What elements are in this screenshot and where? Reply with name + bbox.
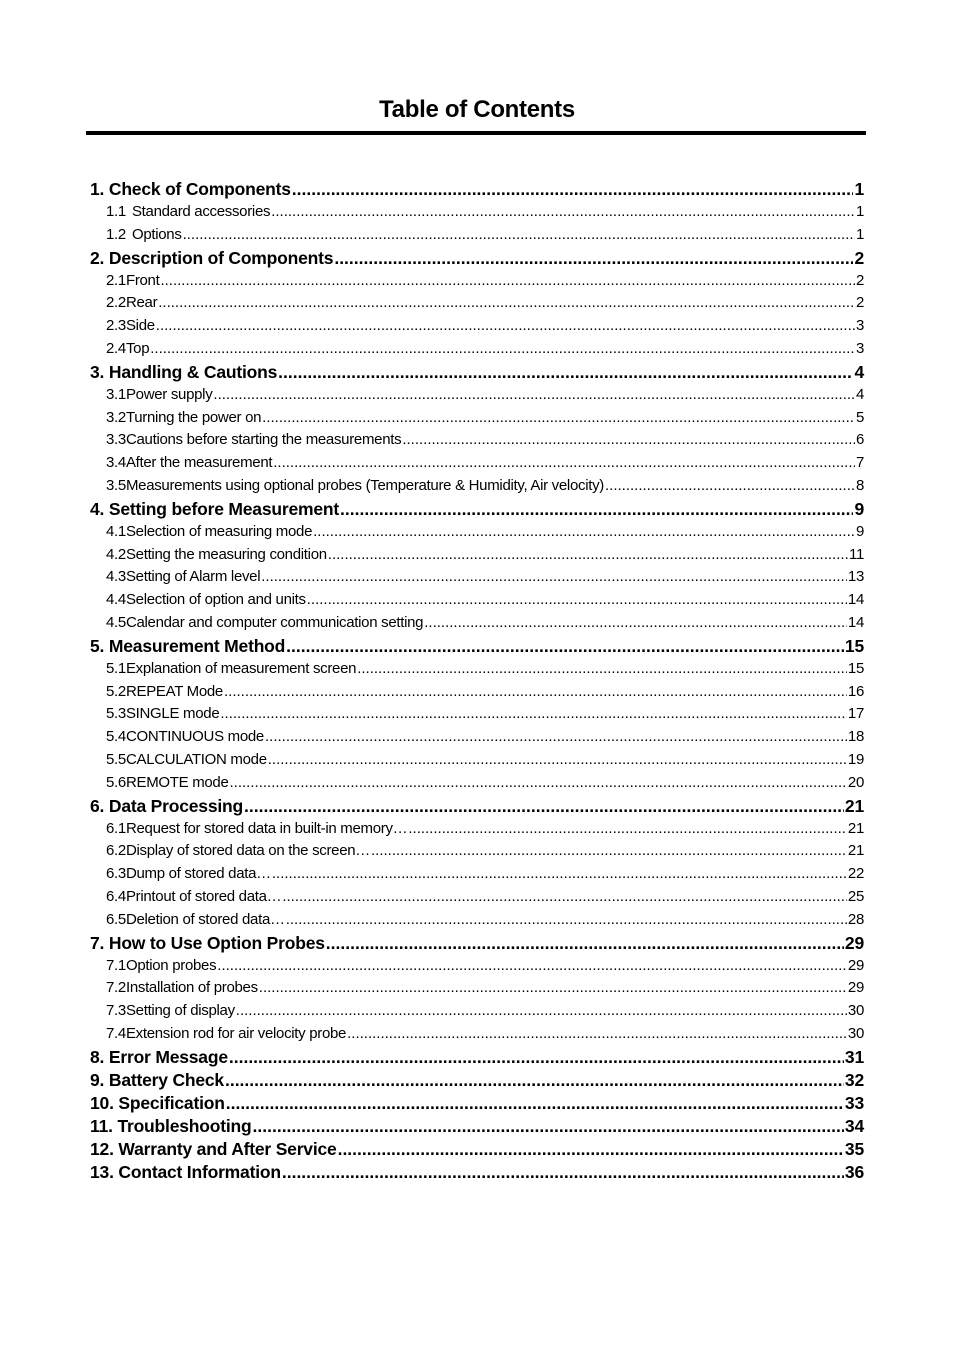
dot-leader <box>340 498 853 521</box>
toc-section-entry[interactable] <box>90 795 864 818</box>
toc-page-number: 13 <box>847 568 864 586</box>
toc-page-number: 25 <box>847 887 864 905</box>
toc-entry-title <box>90 1138 337 1161</box>
toc-subsection-entry[interactable] <box>90 429 864 452</box>
toc-entry-title <box>90 1161 281 1184</box>
toc-entry-title <box>90 932 325 955</box>
toc-entry-label: Deletion of stored data… <box>125 910 285 928</box>
toc-subsection-entry[interactable] <box>90 292 864 315</box>
toc-entry-number: 5.3 <box>106 705 126 723</box>
dot-leader <box>261 566 847 589</box>
toc-entry-number: 5.4 <box>106 728 126 746</box>
toc-entry-label: Side <box>125 317 155 335</box>
toc-entry-number: 2. <box>90 247 105 268</box>
toc-subsection-entry[interactable] <box>90 315 864 338</box>
toc-entry-number: 6.1 <box>106 819 126 837</box>
toc-entry-number: 5.1 <box>106 659 126 677</box>
toc-entry-title <box>90 1092 225 1115</box>
toc-subsection-entry[interactable] <box>90 772 864 795</box>
toc-page-number: 22 <box>847 865 864 883</box>
dot-leader <box>259 977 847 1000</box>
toc-entry-label: After the measurement <box>125 454 273 472</box>
dot-leader <box>271 201 855 224</box>
toc-entry-number: 5.6 <box>106 773 126 791</box>
toc-entry-label: REMOTE mode <box>125 773 229 791</box>
toc-page-number: 1 <box>855 203 864 220</box>
toc-section-entry[interactable] <box>90 1046 864 1069</box>
toc-entry-number: 2.4 <box>106 339 126 357</box>
dot-leader <box>226 1092 844 1115</box>
toc-entry-number: 4.5 <box>106 613 126 631</box>
toc-entry-label: Power supply <box>125 385 213 403</box>
toc-entry-number: 3.3 <box>106 431 126 449</box>
toc-entry-label: Contact Information <box>118 1161 281 1182</box>
dot-leader <box>229 1046 844 1069</box>
dot-leader <box>328 544 848 567</box>
toc-entry-label: Specification <box>118 1092 225 1113</box>
toc-subsection-entry[interactable] <box>90 1000 864 1023</box>
toc-entry-number: 1.2 <box>106 225 126 243</box>
toc-entry-label: Setting before Measurement <box>108 498 340 519</box>
toc-entry-label: Explanation of measurement screen <box>125 659 357 677</box>
dot-leader <box>150 338 855 361</box>
dot-leader <box>230 772 847 795</box>
toc-entry-number: 1. <box>90 179 105 199</box>
toc-subsection-entry[interactable] <box>90 863 864 886</box>
toc-page-number: 9 <box>855 522 864 540</box>
dot-leader <box>236 1000 847 1023</box>
dot-leader <box>253 1115 844 1138</box>
toc-entry-label: Setting of Alarm level <box>125 568 261 586</box>
dot-leader <box>224 681 847 704</box>
dot-leader <box>286 909 847 932</box>
toc-subsection-entry[interactable] <box>90 726 864 749</box>
toc-entry-number: 4. <box>90 498 105 519</box>
dot-leader <box>334 247 853 270</box>
toc-entry-number: 13. <box>90 1161 114 1182</box>
dot-leader <box>217 955 847 978</box>
toc-entry-label: Request for stored data in built-in memory… <box>125 819 408 837</box>
toc-entry-number: 5. <box>90 635 105 656</box>
toc-page-number: 17 <box>847 705 864 723</box>
toc-entry-label: Option probes <box>125 956 217 974</box>
dot-leader <box>244 795 844 818</box>
toc-entry-number: 4.2 <box>106 545 126 563</box>
toc-entry-title <box>90 1069 224 1092</box>
toc-page-number: 8 <box>855 476 864 494</box>
toc-subsection-entry[interactable] <box>90 338 864 361</box>
toc-entry-number: 1.1 <box>106 203 126 220</box>
toc-page-number: 2 <box>855 271 864 289</box>
toc-section-entry[interactable] <box>90 1138 864 1161</box>
toc-entry-label: Top <box>125 339 150 357</box>
toc-entry-title <box>90 795 243 818</box>
toc-subsection-entry[interactable] <box>90 612 864 635</box>
toc-entry-label: Selection of measuring mode <box>125 522 313 540</box>
toc-entry-number: 4.1 <box>106 522 126 540</box>
toc-page-number: 21 <box>847 842 864 860</box>
toc-entry-label: How to Use Option Probes <box>108 932 325 953</box>
toc-page-number: 36 <box>844 1161 864 1182</box>
toc-page-number: 29 <box>844 932 864 953</box>
toc-subsection-entry[interactable] <box>90 452 864 475</box>
toc-subsection-entry[interactable] <box>90 977 864 1000</box>
toc-page-number: 15 <box>844 635 864 656</box>
toc-page-number: 30 <box>847 1024 864 1042</box>
toc-entry-number: 7.4 <box>106 1024 126 1042</box>
toc-page-number: 3 <box>855 339 864 357</box>
toc-page-number: 15 <box>847 659 864 677</box>
toc-entry-title <box>90 247 333 270</box>
dot-leader <box>273 452 855 475</box>
toc-page-number: 16 <box>847 682 864 700</box>
toc-page-number: 33 <box>844 1092 864 1113</box>
dot-leader <box>307 589 847 612</box>
toc-entry-label: CONTINUOUS mode <box>125 728 264 746</box>
toc-entry-label: Rear <box>125 294 158 312</box>
toc-entry-label: Error Message <box>108 1046 228 1067</box>
toc-entry-number: 7.3 <box>106 1002 126 1020</box>
toc-page-number: 28 <box>847 910 864 928</box>
toc-page-number: 14 <box>847 613 864 631</box>
toc-entry-title <box>90 498 339 521</box>
toc-page-number: 29 <box>847 956 864 974</box>
toc-page-number: 3 <box>855 317 864 335</box>
toc-entry-number: 3.2 <box>106 408 126 426</box>
toc-entry-label: Dump of stored data… <box>125 865 271 883</box>
toc-entry-label: Printout of stored data… <box>125 887 282 905</box>
title-underline <box>86 131 866 135</box>
dot-leader <box>286 635 844 658</box>
toc-page-number: 7 <box>855 454 864 472</box>
toc-entry-label: Data Processing <box>108 795 244 816</box>
toc-page-number: 9 <box>854 498 864 519</box>
page-title: Table of Contents <box>379 96 575 123</box>
toc-page-number: 20 <box>847 773 864 791</box>
toc-entry-label: Warranty and After Service <box>118 1138 337 1159</box>
dot-leader <box>158 292 855 315</box>
dot-leader <box>160 270 854 293</box>
toc-page-number: 6 <box>855 431 864 449</box>
toc-entry-number: 8. <box>90 1046 105 1067</box>
toc-entry-label: Selection of option and units <box>125 591 306 609</box>
toc-entry-number: 2.2 <box>106 294 126 312</box>
toc-page-number: 21 <box>847 819 864 837</box>
toc-entry-label: Measurement Method <box>108 635 286 656</box>
toc-page-number: 4 <box>854 361 864 382</box>
toc-entry-number: 3.4 <box>106 454 126 472</box>
dot-leader <box>265 726 847 749</box>
dot-leader <box>220 703 847 726</box>
toc-page-number: 1 <box>855 225 864 243</box>
dot-leader <box>225 1069 844 1092</box>
toc-section-entry[interactable] <box>90 498 864 521</box>
dot-leader <box>408 818 847 841</box>
toc-subsection-entry[interactable] <box>90 840 864 863</box>
toc-entry-label: Cautions before starting the measurements <box>125 431 402 449</box>
toc-entry-label: Measurements using optional probes (Temperature & Humidity, Air velocity) <box>125 476 604 494</box>
toc-entry-number: 10. <box>90 1092 114 1113</box>
toc-entry-number: 4.4 <box>106 591 126 609</box>
toc-entry-label: Handling & Cautions <box>108 361 278 382</box>
dot-leader <box>338 1138 844 1161</box>
toc-section-entry[interactable] <box>90 1115 864 1138</box>
toc-subsection-entry[interactable] <box>90 566 864 589</box>
toc-subsection-entry[interactable] <box>90 658 864 681</box>
dot-leader <box>424 612 847 635</box>
dot-leader <box>292 178 854 201</box>
toc-subsection-entry[interactable] <box>90 886 864 909</box>
toc-page-number: 32 <box>844 1069 864 1090</box>
dot-leader <box>272 863 847 886</box>
toc-section-entry[interactable] <box>90 1092 864 1115</box>
toc-page-number: 34 <box>844 1115 864 1136</box>
toc-entry-title <box>90 361 277 384</box>
toc-entry-number: 3.1 <box>106 385 126 403</box>
toc-entry-label: Setting the measuring condition <box>125 545 327 563</box>
toc-page-number: 4 <box>855 385 864 403</box>
dot-leader <box>213 384 855 407</box>
toc-entry-label: Calendar and computer communication setting <box>125 613 424 631</box>
toc-entry-label: Options <box>131 225 182 243</box>
toc-entry-title <box>90 178 291 201</box>
toc-entry-number: 6.5 <box>106 910 126 928</box>
toc-entry-title <box>90 1046 228 1069</box>
toc-subsection-entry[interactable] <box>90 224 864 247</box>
toc-entry-number: 5.2 <box>106 682 126 700</box>
toc-page-number: 1 <box>854 179 864 199</box>
dot-leader <box>326 932 844 955</box>
dot-leader <box>347 1023 847 1046</box>
toc-entry-number: 6. <box>90 795 105 816</box>
toc-page-number: 14 <box>847 591 864 609</box>
toc-page-number: 35 <box>844 1138 864 1159</box>
toc-entry-number: 5.5 <box>106 750 126 768</box>
toc-page-number: 29 <box>847 979 864 997</box>
toc-entry-number: 11. <box>90 1115 113 1136</box>
toc-entry-number: 4.3 <box>106 568 126 586</box>
toc-page-number: 5 <box>855 408 864 426</box>
dot-leader <box>278 361 853 384</box>
toc-entry-title <box>90 635 285 658</box>
toc-subsection-entry[interactable] <box>90 384 864 407</box>
dot-leader <box>357 658 847 681</box>
toc-page-number: 11 <box>849 545 864 563</box>
toc-subsection-entry[interactable] <box>90 909 864 932</box>
toc-section-entry[interactable] <box>90 1069 864 1092</box>
dot-leader <box>262 407 855 430</box>
dot-leader <box>402 429 855 452</box>
toc-entry-number: 2.1 <box>106 271 126 289</box>
toc-page-number: 2 <box>854 247 864 268</box>
toc-entry-number: 7. <box>90 932 105 953</box>
toc-section-entry[interactable] <box>90 635 864 658</box>
toc-entry-label: Setting of display <box>125 1002 235 1020</box>
toc-page-number: 19 <box>847 750 864 768</box>
toc-subsection-entry[interactable] <box>90 955 864 978</box>
toc-entry-label: CALCULATION mode <box>125 750 267 768</box>
toc-subsection-entry[interactable] <box>90 201 864 224</box>
toc-entry-number: 3. <box>90 361 105 382</box>
toc-entry-label: Check of Components <box>108 179 291 199</box>
toc-entry-label: Troubleshooting <box>117 1115 252 1136</box>
toc-entry-number: 7.1 <box>106 956 126 974</box>
toc-entry-label: Description of Components <box>108 247 334 268</box>
toc-entry-label: Battery Check <box>108 1069 224 1090</box>
toc-entry-label: Installation of probes <box>125 979 258 997</box>
toc-subsection-entry[interactable] <box>90 521 864 544</box>
dot-leader <box>371 840 847 863</box>
dot-leader <box>282 1161 844 1184</box>
dot-leader <box>282 886 847 909</box>
toc-page-number: 18 <box>847 728 864 746</box>
toc-entry-label: Standard accessories <box>131 203 271 220</box>
toc-page-number: 30 <box>847 1002 864 1020</box>
dot-leader <box>605 475 855 498</box>
toc-entry-number: 6.4 <box>106 887 126 905</box>
toc-entry-number: 9. <box>90 1069 105 1090</box>
toc-subsection-entry[interactable] <box>90 749 864 772</box>
toc-subsection-entry[interactable] <box>90 681 864 704</box>
toc-subsection-entry[interactable] <box>90 407 864 430</box>
toc-page-number: 2 <box>855 294 864 312</box>
table-of-contents <box>90 178 864 1184</box>
toc-subsection-entry[interactable] <box>90 544 864 567</box>
toc-section-entry[interactable] <box>90 1161 864 1184</box>
toc-entry-number: 7.2 <box>106 979 126 997</box>
toc-subsection-entry[interactable] <box>90 1023 864 1046</box>
toc-section-entry[interactable] <box>90 178 864 201</box>
dot-leader <box>156 315 855 338</box>
dot-leader <box>268 749 847 772</box>
toc-section-entry[interactable] <box>90 361 864 384</box>
toc-entry-label: Turning the power on <box>125 408 262 426</box>
toc-entry-number: 2.3 <box>106 317 126 335</box>
toc-entry-number: 12. <box>90 1138 114 1159</box>
toc-entry-number: 6.2 <box>106 842 126 860</box>
toc-entry-label: SINGLE mode <box>125 705 220 723</box>
toc-entry-number: 6.3 <box>106 865 126 883</box>
toc-entry-label: REPEAT Mode <box>125 682 223 700</box>
toc-subsection-entry[interactable] <box>90 818 864 841</box>
toc-entry-label: Display of stored data on the screen… <box>125 842 370 860</box>
dot-leader <box>183 224 855 247</box>
toc-entry-label: Front <box>125 271 160 289</box>
toc-subsection-entry[interactable] <box>90 589 864 612</box>
toc-subsection-entry[interactable] <box>90 270 864 293</box>
toc-entry-title <box>90 1115 252 1138</box>
dot-leader <box>313 521 855 544</box>
toc-section-entry[interactable] <box>90 932 864 955</box>
toc-page-number: 21 <box>844 795 864 816</box>
toc-page-number: 31 <box>844 1046 864 1067</box>
toc-entry-number: 3.5 <box>106 476 126 494</box>
toc-subsection-entry[interactable] <box>90 703 864 726</box>
toc-subsection-entry[interactable] <box>90 475 864 498</box>
toc-entry-label: Extension rod for air velocity probe <box>125 1024 347 1042</box>
toc-section-entry[interactable] <box>90 247 864 270</box>
